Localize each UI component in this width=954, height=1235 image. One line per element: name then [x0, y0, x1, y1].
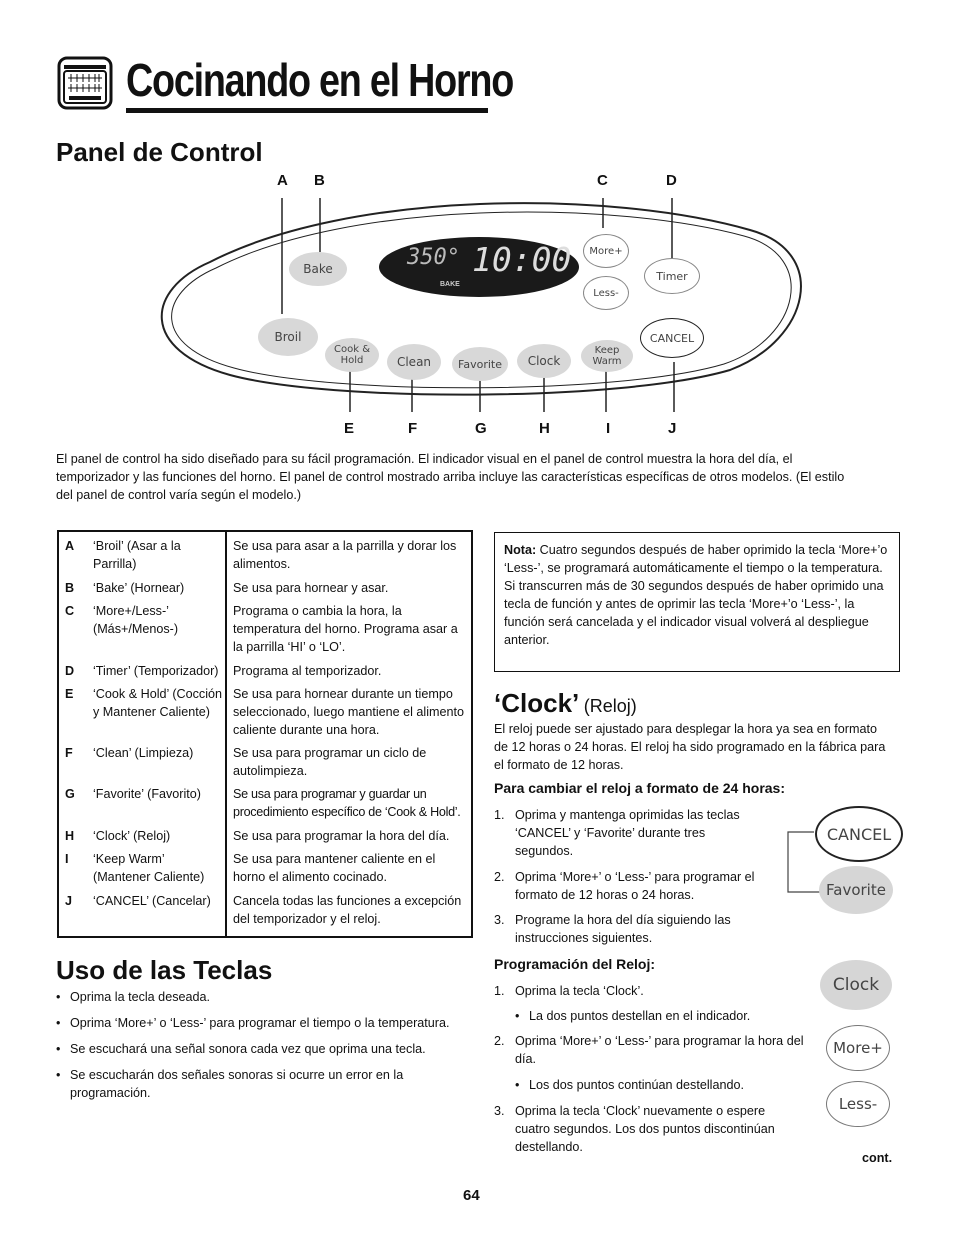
- row-description: Cancela todas las funciones a excepción del temporizador y el reloj.: [233, 894, 462, 926]
- row-letter: G: [65, 787, 75, 801]
- row-letter: F: [65, 746, 73, 760]
- keep-warm-label-2: Warm: [592, 356, 622, 367]
- label-g: G: [475, 420, 487, 437]
- display-mode: BAKE: [440, 281, 460, 288]
- cook-hold-label-1: Cook &: [334, 344, 370, 355]
- oven-icon: [57, 56, 113, 115]
- page-title: Cocinando en el Horno: [126, 54, 514, 106]
- side-more-button[interactable]: More+: [826, 1025, 890, 1071]
- uso-heading: Uso de las Teclas: [56, 955, 273, 985]
- row-letter: C: [65, 604, 75, 618]
- label-h: H: [539, 420, 550, 437]
- clock-button[interactable]: Clock: [517, 344, 571, 378]
- row-description: Se usa para asar a la parrilla y dorar los alimentos.: [233, 539, 457, 571]
- bake-button[interactable]: Bake: [289, 252, 347, 286]
- clock-subheading-24h: Para cambiar el reloj a formato de 24 horas:: [494, 780, 786, 796]
- list-item: • Oprima ‘More+’ o ‘Less-’ para programar el tiempo o la temperatura.: [56, 1014, 466, 1032]
- keys-table: [57, 530, 473, 938]
- label-e: E: [344, 420, 355, 437]
- clock-heading-sub: (Reloj): [583, 696, 637, 716]
- row-description: Se usa para hornear y asar.: [233, 581, 389, 595]
- label-j: J: [668, 420, 677, 437]
- keep-warm-button[interactable]: [581, 340, 633, 372]
- side-less-button[interactable]: Less-: [826, 1081, 890, 1127]
- list-item: • Se escucharán dos señales sonoras si ocurre un error en la programación.: [56, 1066, 466, 1102]
- row-description: Programa o cambia la hora, la temperatura del horno. Programa asar a la parrilla ‘HI’ o ‘LO’.: [233, 604, 458, 654]
- step-number: 1.: [494, 808, 505, 822]
- step-text: Oprima la tecla ‘Clock’ nuevamente o espere cuatro segundos. Los dos puntos discontinúan destellando.: [515, 1104, 775, 1154]
- clock-subheading-program: Programación del Reloj:: [494, 956, 656, 972]
- less-button[interactable]: Less-: [583, 276, 629, 310]
- step-number: 1.: [494, 984, 505, 998]
- step-number: 3.: [494, 913, 505, 927]
- step-number: 2.: [494, 1034, 505, 1048]
- row-description: Se usa para programar un ciclo de autolimpieza.: [233, 746, 427, 778]
- control-panel-diagram: [150, 190, 810, 420]
- steps-program: [494, 982, 814, 1162]
- page-number: 64: [463, 1187, 480, 1204]
- clock-heading-main: ‘Clock’: [494, 688, 580, 718]
- row-description: Se usa para programar y guardar un procedimiento específico de ‘Cook & Hold’.: [233, 787, 461, 819]
- clock-intro: El reloj puede ser ajustado para desplegar la hora ya sea en formato de 12 horas o 24 horas. El reloj ha sido programado en la fábrica para el formato de 12 horas.: [494, 722, 886, 772]
- row-letter: H: [65, 829, 75, 843]
- step-text: Oprima ‘More+’ o ‘Less-’ para programar la hora del día.: [515, 1034, 804, 1066]
- oven-display: [379, 237, 579, 297]
- label-a: A: [277, 172, 288, 189]
- row-key-name: ‘Favorite’ (Favorito): [93, 787, 201, 801]
- label-c: C: [597, 172, 608, 189]
- table-divider: [225, 532, 227, 936]
- clean-button[interactable]: Clean: [387, 344, 441, 380]
- row-key-name: ‘More+/Less-’ (Más+/Menos-): [93, 604, 179, 636]
- steps-24h: [494, 806, 784, 956]
- display-temp: 350°: [407, 245, 460, 270]
- display-time: 10:00: [472, 240, 572, 279]
- row-description: Se usa para programar la hora del día.: [233, 829, 450, 843]
- favorite-button[interactable]: Favorite: [452, 347, 508, 381]
- nota-label: Nota:: [504, 543, 537, 557]
- step-text: Oprima y mantenga oprimidas las teclas ‘CANCEL’ y ‘Favorite’ durante tres segundos.: [515, 808, 740, 858]
- row-letter: A: [65, 539, 75, 553]
- step-text: Programe la hora del día siguiendo las instrucciones siguientes.: [515, 913, 731, 945]
- step-text: Los dos puntos continúan destellando.: [529, 1078, 744, 1092]
- step-text: La dos puntos destellan en el indicador.: [529, 1009, 751, 1023]
- row-key-name: ‘CANCEL’ (Cancelar): [93, 894, 211, 908]
- row-description: Se usa para hornear durante un tiempo seleccionado, luego mantiene el alimento caliente durante una hora.: [233, 687, 465, 737]
- label-f: F: [408, 420, 418, 437]
- row-key-name: ‘Clock’ (Reloj): [93, 829, 171, 843]
- list-item: • Se escuchará una señal sonora cada vez que oprima una tecla.: [56, 1040, 466, 1058]
- row-letter: D: [65, 664, 75, 678]
- step-number: 3.: [494, 1104, 505, 1118]
- more-button[interactable]: More+: [583, 234, 629, 268]
- nota-text: Cuatro segundos después de haber oprimido la tecla ‘More+’o ‘Less-’, se programará automáticamente el tiempo o la temperatura. Si transcurren más de 30 segundos después de haber oprimido una tecla de función y antes de oprimir las tecla ‘More+’o ‘Less-’, la función será cancelada y el indicador visual volverá al despliegue anterior.: [504, 543, 888, 647]
- row-description: Programa al temporizador.: [233, 664, 382, 678]
- row-key-name: ‘Broil’ (Asar a la Parrilla): [93, 539, 181, 571]
- label-i: I: [606, 420, 611, 437]
- title-rule: [126, 108, 488, 113]
- row-key-name: ‘Keep Warm’ (Mantener Caliente): [93, 852, 205, 884]
- side-clock-button[interactable]: Clock: [820, 960, 892, 1010]
- side-favorite-button[interactable]: Favorite: [819, 866, 893, 914]
- clock-heading: [494, 688, 637, 719]
- panel-heading: Panel de Control: [56, 137, 263, 167]
- row-letter: B: [65, 581, 75, 595]
- broil-button[interactable]: Broil: [258, 318, 318, 356]
- side-cancel-button[interactable]: CANCEL: [815, 806, 903, 862]
- uso-bullet-list: [56, 988, 466, 1110]
- cancel-button[interactable]: CANCEL: [640, 318, 704, 358]
- row-key-name: ‘Bake’ (Hornear): [93, 581, 185, 595]
- label-d: D: [666, 172, 677, 189]
- row-letter: I: [65, 852, 69, 866]
- cook-hold-button[interactable]: [325, 338, 379, 372]
- panel-intro: El panel de control ha sido diseñado para su fácil programación. El indicador visual en el panel de control muestra la hora del día, el temporizador y las funciones del horno. El panel de control mostrado arriba incluye las características específicas de otros modelos. (El estilo del panel de control varía según el modelo.): [56, 452, 845, 502]
- row-key-name: ‘Cook & Hold’ (Cocción y Mantener Caliente): [93, 687, 223, 719]
- row-key-name: ‘Clean’ (Limpieza): [93, 746, 194, 760]
- cook-hold-label-2: Hold: [340, 355, 364, 366]
- list-item: • Oprima la tecla deseada.: [56, 988, 466, 1006]
- row-key-name: ‘Timer’ (Temporizador): [93, 664, 219, 678]
- label-b: B: [314, 172, 325, 189]
- keep-warm-label-1: Keep: [594, 345, 620, 356]
- row-letter: J: [65, 894, 73, 908]
- step-text: Oprima ‘More+’ o ‘Less-’ para programar el formato de 12 horas o 24 horas.: [515, 870, 755, 902]
- continued-label: cont.: [862, 1151, 893, 1165]
- timer-button[interactable]: Timer: [644, 258, 700, 294]
- row-letter: E: [65, 687, 74, 701]
- bullet: •: [515, 1078, 520, 1092]
- step-text: Oprima la tecla ‘Clock’.: [515, 984, 644, 998]
- bullet: •: [515, 1009, 520, 1023]
- step-number: 2.: [494, 870, 505, 884]
- nota-box: [494, 532, 900, 672]
- row-description: Se usa para mantener caliente en el horno el alimento cocinado.: [233, 852, 436, 884]
